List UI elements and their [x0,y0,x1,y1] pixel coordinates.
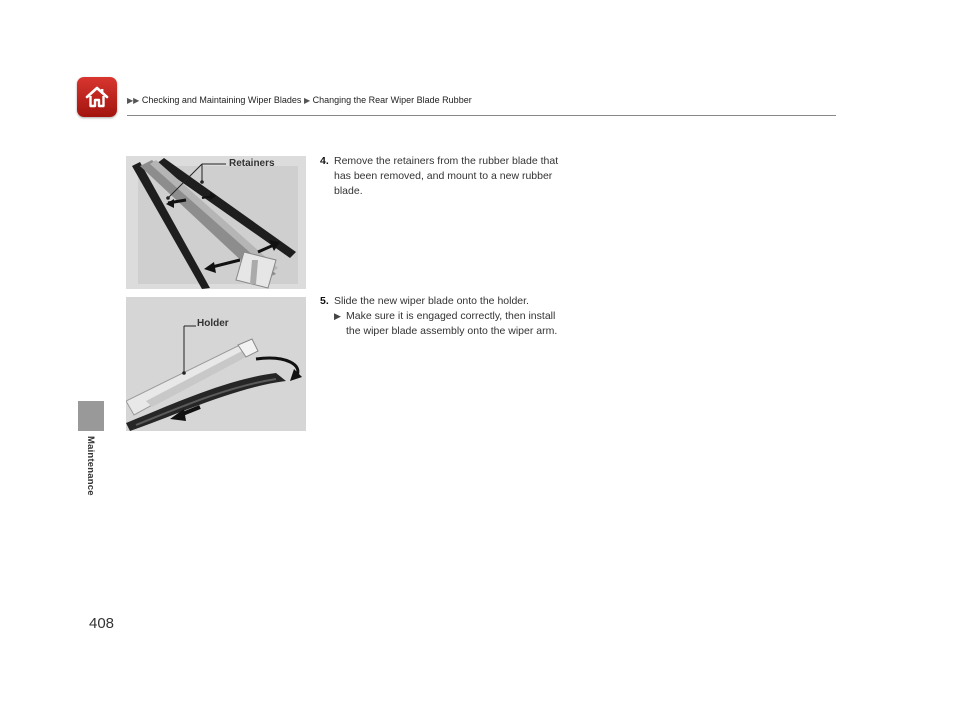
section-label: Maintenance [85,436,96,496]
step-number: 4. [320,155,329,167]
step-number: 5. [320,295,329,307]
section-tab[interactable] [78,401,104,431]
step-note-text: Make sure it is engaged correctly, then install the wiper blade assembly onto the wiper arm. [346,310,558,337]
retainers-label: Retainers [229,158,275,169]
arrow-icon: ▶ [334,311,341,321]
step-5 [320,294,570,339]
retainers-illustration [126,156,306,289]
breadcrumb-parent-link[interactable]: Checking and Maintaining Wiper Blades [141,95,302,105]
page-number: 408 [89,615,115,632]
holder-label: Holder [197,318,229,329]
breadcrumb-current: Changing the Rear Wiper Blade Rubber [312,95,472,105]
double-arrow-icon: ▶▶ [127,96,140,105]
step-4 [320,154,570,199]
breadcrumb [127,95,472,105]
holder-illustration [126,297,306,431]
arrow-icon: ▶ [303,96,311,105]
home-button[interactable] [77,77,117,117]
home-icon [84,84,110,110]
step-note [334,309,570,339]
step-text: Remove the retainers from the rubber blade that has been removed, and mount to a new rubber blade. [334,155,559,197]
step-text: Slide the new wiper blade onto the holder. [334,295,529,307]
header-divider [127,115,836,116]
